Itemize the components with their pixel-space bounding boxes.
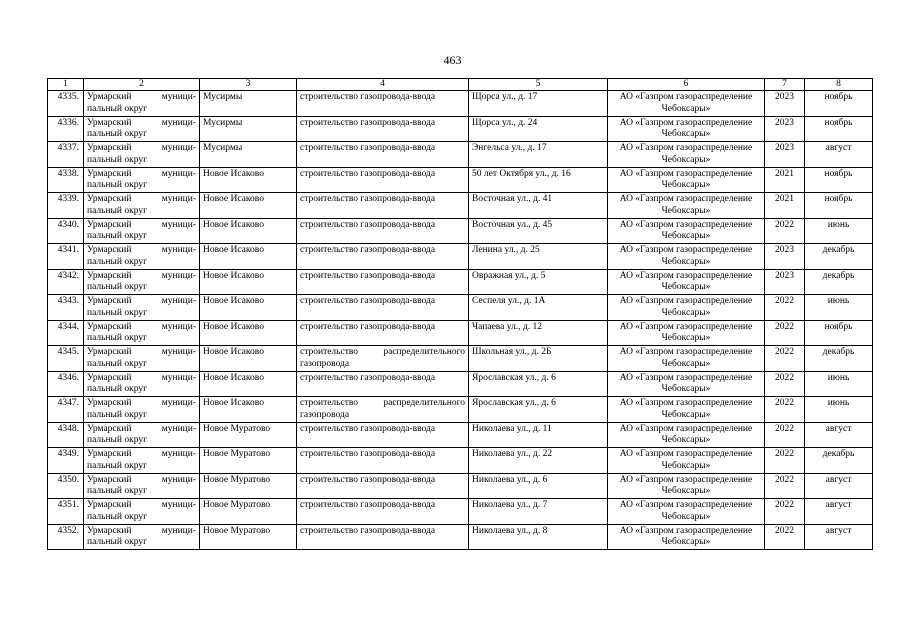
settlement-cell: Новое Муратово xyxy=(200,499,297,525)
district-cell: Урмарский муници-пальный округ xyxy=(84,473,200,499)
address-cell: Щорса ул., д. 17 xyxy=(469,91,608,117)
month-cell: август xyxy=(805,524,873,550)
year-cell: 2022 xyxy=(765,295,805,321)
organization-cell: АО «Газпром газораспределение Чебоксары» xyxy=(608,320,765,346)
organization-cell: АО «Газпром газораспределение Чебоксары» xyxy=(608,499,765,525)
table-row xyxy=(48,116,873,142)
settlement-cell: Новое Исаково xyxy=(200,193,297,219)
work-type-cell: строительство газопровода-ввода xyxy=(297,193,469,219)
district-cell: Урмарский муници-пальный округ xyxy=(84,269,200,295)
row-number: 4339. xyxy=(48,193,84,219)
organization-cell: АО «Газпром газораспределение Чебоксары» xyxy=(608,193,765,219)
organization-cell: АО «Газпром газораспределение Чебоксары» xyxy=(608,371,765,397)
address-cell: Сеспеля ул., д. 1А xyxy=(469,295,608,321)
year-cell: 2023 xyxy=(765,142,805,168)
work-type-cell: строительство газопровода-ввода xyxy=(297,218,469,244)
organization-cell: АО «Газпром газораспределение Чебоксары» xyxy=(608,142,765,168)
work-type-cell: строительство газопровода-ввода xyxy=(297,91,469,117)
row-number: 4338. xyxy=(48,167,84,193)
district-cell: Урмарский муници-пальный округ xyxy=(84,422,200,448)
district-cell: Урмарский муници-пальный округ xyxy=(84,295,200,321)
row-number: 4341. xyxy=(48,244,84,270)
year-cell: 2023 xyxy=(765,116,805,142)
work-type-cell: строительство газопровода-ввода xyxy=(297,524,469,550)
address-cell: Николаева ул., д. 7 xyxy=(469,499,608,525)
settlement-cell: Новое Исаково xyxy=(200,320,297,346)
settlement-cell: Новое Исаково xyxy=(200,295,297,321)
page-number: 463 xyxy=(443,53,462,67)
work-type-cell: строительство распределительного газопровода xyxy=(297,397,469,423)
month-cell: ноябрь xyxy=(805,193,873,219)
work-type-cell: строительство газопровода-ввода xyxy=(297,320,469,346)
work-type-cell: строительство газопровода-ввода xyxy=(297,499,469,525)
work-type-cell: строительство газопровода-ввода xyxy=(297,422,469,448)
header-col-8: 8 xyxy=(805,79,873,91)
table-row xyxy=(48,524,873,550)
organization-cell: АО «Газпром газораспределение Чебоксары» xyxy=(608,167,765,193)
address-cell: Николаева ул., д. 22 xyxy=(469,448,608,474)
organization-cell: АО «Газпром газораспределение Чебоксары» xyxy=(608,244,765,270)
table-row xyxy=(48,473,873,499)
month-cell: ноябрь xyxy=(805,167,873,193)
address-cell: Николаева ул., д. 8 xyxy=(469,524,608,550)
address-cell: Чапаева ул., д. 12 xyxy=(469,320,608,346)
month-cell: июнь xyxy=(805,295,873,321)
settlement-cell: Новое Муратово xyxy=(200,524,297,550)
header-col-3: 3 xyxy=(200,79,297,91)
organization-cell: АО «Газпром газораспределение Чебоксары» xyxy=(608,448,765,474)
address-cell: Школьная ул., д. 2Б xyxy=(469,346,608,372)
year-cell: 2022 xyxy=(765,499,805,525)
address-cell: Энгельса ул., д. 17 xyxy=(469,142,608,168)
work-type-cell: строительство газопровода-ввода xyxy=(297,142,469,168)
organization-cell: АО «Газпром газораспределение Чебоксары» xyxy=(608,295,765,321)
month-cell: декабрь xyxy=(805,244,873,270)
work-type-cell: строительство распределительного газопровода xyxy=(297,346,469,372)
row-number: 4345. xyxy=(48,346,84,372)
district-cell: Урмарский муници-пальный округ xyxy=(84,116,200,142)
district-cell: Урмарский муници-пальный округ xyxy=(84,167,200,193)
header-col-1: 1 xyxy=(48,79,84,91)
address-cell: Николаева ул., д. 11 xyxy=(469,422,608,448)
work-type-cell: строительство газопровода-ввода xyxy=(297,371,469,397)
district-cell: Урмарский муници-пальный округ xyxy=(84,346,200,372)
settlement-cell: Новое Муратово xyxy=(200,422,297,448)
row-number: 4346. xyxy=(48,371,84,397)
month-cell: декабрь xyxy=(805,346,873,372)
row-number: 4349. xyxy=(48,448,84,474)
address-cell: Восточная ул., д. 45 xyxy=(469,218,608,244)
month-cell: август xyxy=(805,422,873,448)
address-cell: Щорса ул., д. 24 xyxy=(469,116,608,142)
settlement-cell: Новое Исаково xyxy=(200,371,297,397)
header-col-5: 5 xyxy=(469,79,608,91)
table-row xyxy=(48,422,873,448)
table-row xyxy=(48,320,873,346)
district-cell: Урмарский муници-пальный округ xyxy=(84,142,200,168)
organization-cell: АО «Газпром газораспределение Чебоксары» xyxy=(608,91,765,117)
year-cell: 2022 xyxy=(765,346,805,372)
year-cell: 2023 xyxy=(765,91,805,117)
month-cell: июнь xyxy=(805,397,873,423)
organization-cell: АО «Газпром газораспределение Чебоксары» xyxy=(608,116,765,142)
organization-cell: АО «Газпром газораспределение Чебоксары» xyxy=(608,218,765,244)
district-cell: Урмарский муници-пальный округ xyxy=(84,218,200,244)
address-cell: 50 лет Октября ул., д. 16 xyxy=(469,167,608,193)
table-row xyxy=(48,193,873,219)
table-body xyxy=(48,91,873,550)
address-cell: Овражная ул., д. 5 xyxy=(469,269,608,295)
settlement-cell: Новое Исаково xyxy=(200,346,297,372)
table-row xyxy=(48,397,873,423)
row-number: 4335. xyxy=(48,91,84,117)
district-cell: Урмарский муници-пальный округ xyxy=(84,193,200,219)
district-cell: Урмарский муници-пальный округ xyxy=(84,371,200,397)
work-type-cell: строительство газопровода-ввода xyxy=(297,448,469,474)
row-number: 4343. xyxy=(48,295,84,321)
year-cell: 2022 xyxy=(765,218,805,244)
month-cell: июнь xyxy=(805,371,873,397)
district-cell: Урмарский муници-пальный округ xyxy=(84,320,200,346)
row-number: 4350. xyxy=(48,473,84,499)
address-cell: Николаева ул., д. 6 xyxy=(469,473,608,499)
year-cell: 2023 xyxy=(765,269,805,295)
year-cell: 2022 xyxy=(765,320,805,346)
year-cell: 2021 xyxy=(765,193,805,219)
header-col-7: 7 xyxy=(765,79,805,91)
header-col-6: 6 xyxy=(608,79,765,91)
settlement-cell: Мусирмы xyxy=(200,142,297,168)
organization-cell: АО «Газпром газораспределение Чебоксары» xyxy=(608,524,765,550)
month-cell: июнь xyxy=(805,218,873,244)
settlement-cell: Мусирмы xyxy=(200,116,297,142)
work-type-cell: строительство газопровода-ввода xyxy=(297,295,469,321)
settlement-cell: Новое Исаково xyxy=(200,397,297,423)
table-row xyxy=(48,499,873,525)
year-cell: 2022 xyxy=(765,473,805,499)
year-cell: 2022 xyxy=(765,448,805,474)
row-number: 4336. xyxy=(48,116,84,142)
district-cell: Урмарский муници-пальный округ xyxy=(84,524,200,550)
work-type-cell: строительство газопровода-ввода xyxy=(297,167,469,193)
year-cell: 2022 xyxy=(765,422,805,448)
work-type-cell: строительство газопровода-ввода xyxy=(297,116,469,142)
district-cell: Урмарский муници-пальный округ xyxy=(84,91,200,117)
month-cell: ноябрь xyxy=(805,320,873,346)
address-cell: Ленина ул., д. 25 xyxy=(469,244,608,270)
organization-cell: АО «Газпром газораспределение Чебоксары» xyxy=(608,346,765,372)
organization-cell: АО «Газпром газораспределение Чебоксары» xyxy=(608,397,765,423)
settlement-cell: Новое Исаково xyxy=(200,244,297,270)
organization-cell: АО «Газпром газораспределение Чебоксары» xyxy=(608,473,765,499)
month-cell: декабрь xyxy=(805,448,873,474)
settlement-cell: Новое Исаково xyxy=(200,167,297,193)
table-row xyxy=(48,448,873,474)
settlement-cell: Мусирмы xyxy=(200,91,297,117)
address-cell: Ярославская ул., д. 6 xyxy=(469,397,608,423)
row-number: 4340. xyxy=(48,218,84,244)
header-col-2: 2 xyxy=(84,79,200,91)
table-row xyxy=(48,218,873,244)
district-cell: Урмарский муници-пальный округ xyxy=(84,499,200,525)
row-number: 4344. xyxy=(48,320,84,346)
row-number: 4342. xyxy=(48,269,84,295)
year-cell: 2022 xyxy=(765,371,805,397)
table-row xyxy=(48,91,873,117)
table-row xyxy=(48,142,873,168)
address-cell: Ярославская ул., д. 6 xyxy=(469,371,608,397)
organization-cell: АО «Газпром газораспределение Чебоксары» xyxy=(608,269,765,295)
table-row xyxy=(48,269,873,295)
row-number: 4352. xyxy=(48,524,84,550)
district-cell: Урмарский муници-пальный округ xyxy=(84,244,200,270)
district-cell: Урмарский муници-пальный округ xyxy=(84,448,200,474)
header-col-4: 4 xyxy=(297,79,469,91)
row-number: 4351. xyxy=(48,499,84,525)
year-cell: 2022 xyxy=(765,397,805,423)
month-cell: август xyxy=(805,499,873,525)
month-cell: август xyxy=(805,473,873,499)
month-cell: ноябрь xyxy=(805,116,873,142)
month-cell: ноябрь xyxy=(805,91,873,117)
table-row xyxy=(48,167,873,193)
address-cell: Восточная ул., д. 41 xyxy=(469,193,608,219)
row-number: 4337. xyxy=(48,142,84,168)
settlement-cell: Новое Муратово xyxy=(200,473,297,499)
month-cell: август xyxy=(805,142,873,168)
row-number: 4347. xyxy=(48,397,84,423)
work-type-cell: строительство газопровода-ввода xyxy=(297,244,469,270)
work-type-cell: строительство газопровода-ввода xyxy=(297,473,469,499)
gasification-table xyxy=(47,78,873,550)
settlement-cell: Новое Исаково xyxy=(200,269,297,295)
work-type-cell: строительство газопровода-ввода xyxy=(297,269,469,295)
settlement-cell: Новое Муратово xyxy=(200,448,297,474)
month-cell: декабрь xyxy=(805,269,873,295)
table-row xyxy=(48,371,873,397)
header-row xyxy=(48,79,873,91)
table-row xyxy=(48,244,873,270)
year-cell: 2021 xyxy=(765,167,805,193)
organization-cell: АО «Газпром газораспределение Чебоксары» xyxy=(608,422,765,448)
year-cell: 2023 xyxy=(765,244,805,270)
settlement-cell: Новое Исаково xyxy=(200,218,297,244)
table-row xyxy=(48,346,873,372)
year-cell: 2022 xyxy=(765,524,805,550)
row-number: 4348. xyxy=(48,422,84,448)
district-cell: Урмарский муници-пальный округ xyxy=(84,397,200,423)
table-row xyxy=(48,295,873,321)
